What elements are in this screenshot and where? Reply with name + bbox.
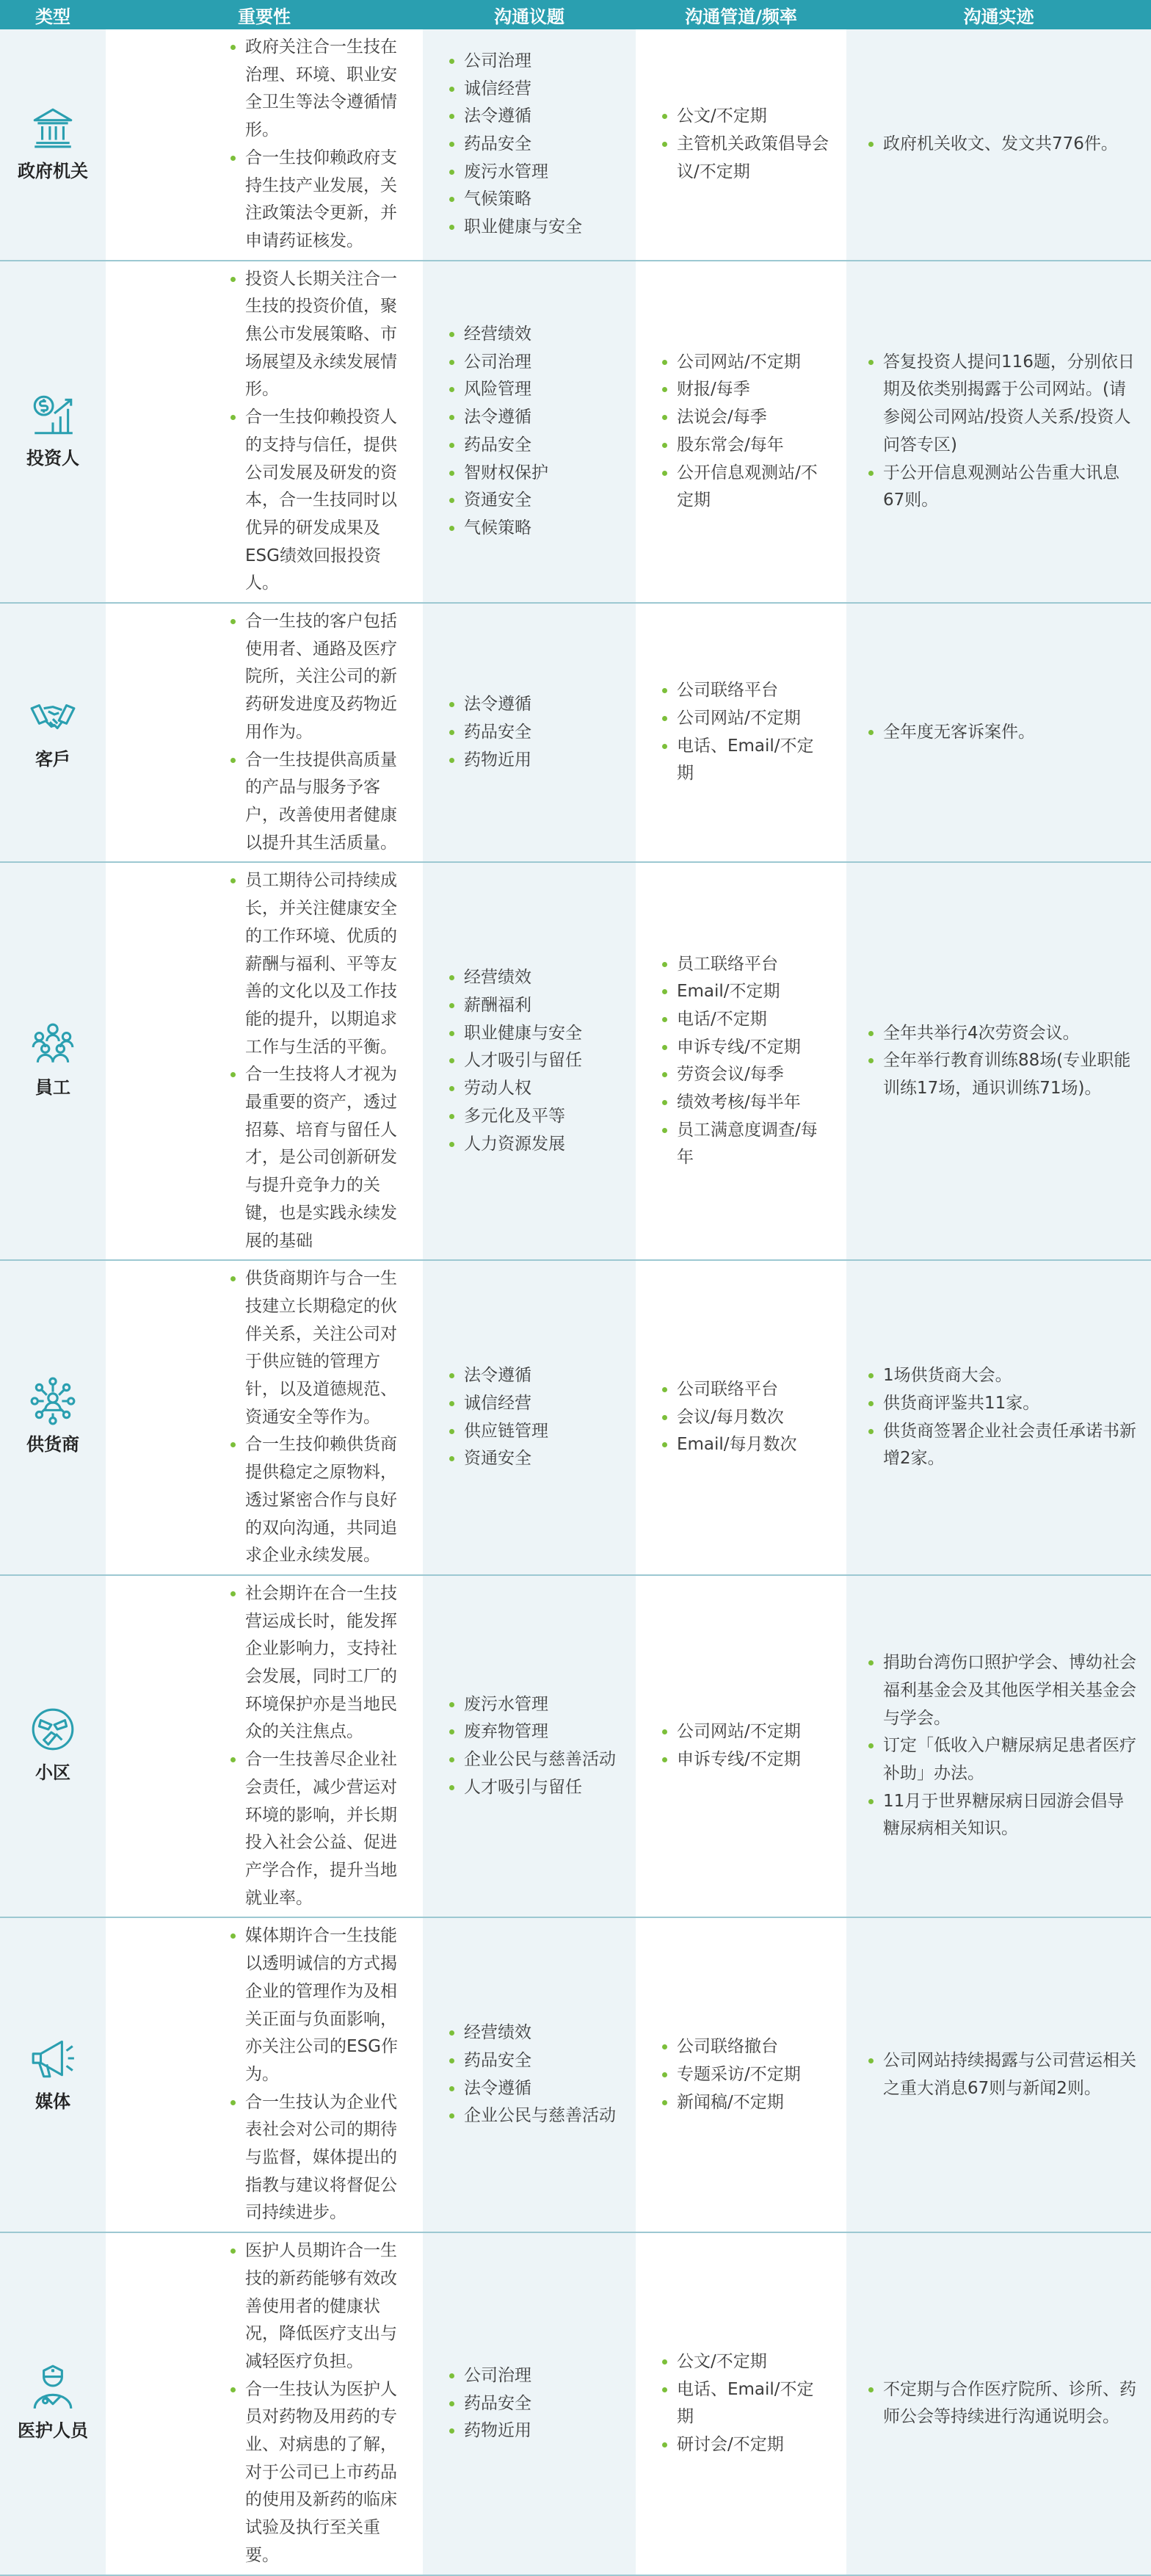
cell-type <box>0 1260 106 1575</box>
practice-list-item: 全年度无客诉案件。 <box>867 719 1141 747</box>
table-header-row <box>0 0 1151 29</box>
importance-list <box>106 1918 423 2232</box>
topics-list-item: 资通安全 <box>448 487 620 515</box>
topics-list <box>423 1358 636 1477</box>
header-importance: 重要性 <box>106 0 423 29</box>
cell-practice <box>846 862 1151 1260</box>
cell-topics <box>423 862 636 1260</box>
topics-list-item: 公司治理 <box>448 2362 620 2390</box>
importance-list-item: 合一生技仰赖供货商提供稳定之原物料，透过紧密合作与良好的双向沟通，共同追求企业永续发展。 <box>229 1431 411 1570</box>
topics-list <box>423 687 636 778</box>
topics-list-item: 法令遵循 <box>448 404 620 432</box>
topics-list-item: 法令遵循 <box>448 1362 620 1390</box>
practice-list-item: 供货商评鉴共11家。 <box>867 1390 1141 1418</box>
channels-list-item: Email/不定期 <box>661 978 830 1006</box>
topics-list <box>423 1687 636 1806</box>
topics-list-item: 公司治理 <box>448 349 620 377</box>
channels-list-item: Email/每月数次 <box>661 1431 830 1459</box>
topics-list-item: 企业公民与慈善活动 <box>448 2102 620 2130</box>
channels-list-item: 员工满意度调查/每年 <box>661 1117 830 1172</box>
table-row <box>0 261 1151 603</box>
cell-topics <box>423 29 636 261</box>
doctor-icon <box>29 2363 77 2412</box>
importance-list-item: 合一生技认为企业代表社会对公司的期待与监督，媒体提出的指教与建议将督促公司持续进步。 <box>229 2089 411 2228</box>
practice-list-item: 供货商签署企业社会责任承诺书新增2家。 <box>867 1418 1141 1473</box>
channels-list-item: 专题采访/不定期 <box>661 2061 830 2089</box>
channels-list-item: 法说会/每季 <box>661 404 830 432</box>
topics-list-item: 法令遵循 <box>448 103 620 131</box>
importance-list <box>106 29 423 260</box>
topics-list-item: 职业健康与安全 <box>448 214 620 242</box>
table-row <box>0 862 1151 1260</box>
topics-list <box>423 2358 636 2450</box>
practice-list <box>846 126 1151 163</box>
cell-type <box>0 1917 106 2232</box>
topics-list-item: 人才吸引与留任 <box>448 1774 620 1802</box>
cell-channels <box>636 1575 846 1917</box>
topics-list-item: 法令遵循 <box>448 2075 620 2103</box>
practice-list-item: 政府机关收文、发文共776件。 <box>867 131 1141 159</box>
practice-list <box>846 1645 1151 1848</box>
cell-topics <box>423 261 636 603</box>
channels-list-item: 公司联络撤台 <box>661 2033 830 2061</box>
importance-list <box>106 604 423 861</box>
cell-topics <box>423 1260 636 1575</box>
channels-list <box>636 1714 846 1778</box>
topics-list-item: 多元化及平等 <box>448 1103 620 1131</box>
channels-list-item: 公开信息观测站/不定期 <box>661 460 830 515</box>
cell-importance <box>106 261 423 603</box>
employees-group-icon <box>29 1020 77 1068</box>
channels-list-item: 电话、Email/不定期 <box>661 733 830 788</box>
cell-type <box>0 1575 106 1917</box>
topics-list <box>423 43 636 246</box>
channels-list <box>636 673 846 792</box>
channels-list-item: 公司网站/不定期 <box>661 349 830 377</box>
channels-list-item: 财报/每季 <box>661 376 830 404</box>
channels-list-item: 申诉专线/不定期 <box>661 1034 830 1062</box>
practice-list <box>846 2043 1151 2107</box>
practice-list-item: 公司网站持续揭露与公司营运相关之重大消息67则与新闻2则。 <box>867 2047 1141 2102</box>
channels-list-item: 新闻稿/不定期 <box>661 2089 830 2117</box>
practice-list-item: 11月于世界糖尿病日园游会倡导糖尿病相关知识。 <box>867 1788 1141 1843</box>
topics-list-item: 药品安全 <box>448 719 620 747</box>
channels-list <box>636 2344 846 2464</box>
channels-list-item: 电话、Email/不定期 <box>661 2376 830 2431</box>
topics-list-item: 废污水管理 <box>448 159 620 187</box>
practice-list-item: 答复投资人提问116题，分别依日期及依类别揭露于公司网站。(请参阅公司网站/投资人关系/投资人问答专区) <box>867 349 1141 460</box>
importance-list-item: 合一生技认为医护人员对药物及用药的专业、对病患的了解，对于公司已上市药品的使用及新药的临床试验及执行至关重要。 <box>229 2376 411 2570</box>
cell-practice <box>846 603 1151 862</box>
channels-list-item: 研讨会/不定期 <box>661 2431 830 2459</box>
table-row <box>0 1260 1151 1575</box>
cell-importance <box>106 1917 423 2232</box>
topics-list-item: 药品安全 <box>448 432 620 460</box>
topics-list-item: 诚信经营 <box>448 76 620 104</box>
practice-list-item: 订定「低收入户糖尿病足患者医疗补助」办法。 <box>867 1732 1141 1787</box>
stakeholder-name: 医护人员 <box>18 2420 88 2441</box>
practice-list-item: 不定期与合作医疗院所、诊所、药师公会等持续进行沟通说明会。 <box>867 2376 1141 2431</box>
megaphone-icon <box>29 2034 77 2083</box>
practice-list <box>846 344 1151 519</box>
channels-list <box>636 947 846 1177</box>
practice-list <box>846 714 1151 751</box>
table-row <box>0 2232 1151 2575</box>
practice-list-item: 全年共举行4次劳资会议。 <box>867 1020 1141 1048</box>
practice-list-item: 于公开信息观测站公告重大讯息67则。 <box>867 460 1141 515</box>
topics-list-item: 药物近用 <box>448 747 620 775</box>
cell-practice <box>846 1917 1151 2232</box>
header-channels: 沟通管道/频率 <box>636 0 846 29</box>
cell-channels <box>636 862 846 1260</box>
header-practice: 沟通实迹 <box>846 0 1151 29</box>
header-topics: 沟通议题 <box>423 0 636 29</box>
stakeholder-name: 客戶 <box>35 748 70 770</box>
topics-list-item: 废弃物管理 <box>448 1718 620 1746</box>
community-hands-icon <box>29 1705 77 1754</box>
cell-practice <box>846 1260 1151 1575</box>
importance-list <box>106 1576 423 1917</box>
importance-list <box>106 261 423 602</box>
table-row <box>0 1917 1151 2232</box>
channels-list-item: 电话/不定期 <box>661 1006 830 1034</box>
topics-list-item: 诚信经营 <box>448 1390 620 1418</box>
stakeholder-name: 員工 <box>35 1077 70 1099</box>
topics-list-item: 气候策略 <box>448 186 620 214</box>
supplier-network-icon <box>29 1377 77 1425</box>
importance-list-item: 合一生技的客户包括使用者、通路及医疗院所，关注公司的新药研发进度及药物近用作为。 <box>229 608 411 747</box>
table-row <box>0 1575 1151 1917</box>
importance-list-item: 媒体期许合一生技能以透明诚信的方式揭企业的管理作为及相关正面与负面影响，亦关注公司的ESG作为。 <box>229 1922 411 2088</box>
cell-channels <box>636 1917 846 2232</box>
channels-list-item: 绩效考核/每半年 <box>661 1089 830 1117</box>
cell-importance <box>106 1575 423 1917</box>
topics-list-item: 人力资源发展 <box>448 1131 620 1159</box>
channels-list-item: 公司联络平台 <box>661 1376 830 1404</box>
importance-list-item: 社会期许在合一生技营运成长时，能发挥企业影响力，支持社会发展，同时工厂的环境保护亦是当地民众的关注焦点。 <box>229 1580 411 1746</box>
topics-list-item: 法令遵循 <box>448 691 620 719</box>
cell-type <box>0 603 106 862</box>
table-row <box>0 29 1151 261</box>
cell-type <box>0 2232 106 2575</box>
cell-topics <box>423 1917 636 2232</box>
topics-list-item: 废污水管理 <box>448 1691 620 1719</box>
channels-list-item: 公文/不定期 <box>661 2348 830 2376</box>
topics-list-item: 气候策略 <box>448 515 620 543</box>
channels-list-item: 公司网站/不定期 <box>661 705 830 733</box>
cell-practice <box>846 1575 1151 1917</box>
topics-list-item: 经营绩效 <box>448 964 620 992</box>
importance-list-item: 员工期待公司持续成长，并关注健康安全的工作环境、优质的薪酬与福利、平等友善的文化以及工作技能的提升，以期追求工作与生活的平衡。 <box>229 867 411 1061</box>
practice-list <box>846 1358 1151 1477</box>
topics-list-item: 经营绩效 <box>448 321 620 349</box>
header-type: 类型 <box>0 0 106 29</box>
channels-list <box>636 1372 846 1464</box>
cell-importance <box>106 1260 423 1575</box>
table-body <box>0 29 1151 2575</box>
importance-list <box>106 2233 423 2574</box>
stakeholder-name: 投资人 <box>26 447 79 468</box>
channels-list <box>636 98 846 190</box>
practice-list <box>846 2372 1151 2436</box>
importance-list-item: 合一生技善尽企业社会责任，减少营运对环境的影响，并长期投入社会公益、促进产学合作，提升当地就业率。 <box>229 1746 411 1912</box>
topics-list-item: 药品安全 <box>448 2390 620 2418</box>
stakeholder-name: 供货商 <box>26 1433 79 1455</box>
channels-list-item: 会议/每月数次 <box>661 1404 830 1432</box>
topics-list-item: 薪酬福利 <box>448 992 620 1020</box>
topics-list-item: 公司治理 <box>448 48 620 76</box>
investor-chart-icon <box>29 391 77 439</box>
cell-type <box>0 862 106 1260</box>
channels-list <box>636 344 846 519</box>
cell-channels <box>636 29 846 261</box>
cell-practice <box>846 2232 1151 2575</box>
channels-list-item: 劳资会议/每季 <box>661 1061 830 1089</box>
importance-list-item: 合一生技仰赖投资人的支持与信任，提供公司发展及研发的资本，合一生技同时以优异的研发成果及ESG绩效回报投资人。 <box>229 404 411 598</box>
topics-list <box>423 960 636 1162</box>
importance-list <box>106 863 423 1259</box>
importance-list-item: 合一生技仰赖政府支持生技产业发展，关注政策法令更新，并申请药证核发。 <box>229 145 411 256</box>
channels-list-item: 股东常会/每年 <box>661 432 830 460</box>
topics-list-item: 职业健康与安全 <box>448 1020 620 1048</box>
importance-list-item: 医护人员期许合一生技的新药能够有效改善使用者的健康状况，降低医疗支出与减轻医疗负担。 <box>229 2237 411 2376</box>
cell-channels <box>636 2232 846 2575</box>
importance-list-item: 供货商期许与合一生技建立长期稳定的伙伴关系，关注公司对于供应链的管理方针，以及道德规范、资通安全等作为。 <box>229 1265 411 1431</box>
importance-list-item: 政府关注合一生技在治理、环境、职业安全卫生等法令遵循情形。 <box>229 34 411 145</box>
topics-list-item: 药品安全 <box>448 2047 620 2075</box>
practice-list-item: 1场供货商大会。 <box>867 1362 1141 1390</box>
government-building-icon <box>29 104 77 152</box>
cell-importance <box>106 2232 423 2575</box>
channels-list-item: 公司网站/不定期 <box>661 1718 830 1746</box>
cell-channels <box>636 603 846 862</box>
importance-list-item: 投资人长期关注合一生技的投资价值，聚焦公市发展策略、市场展望及永续发展情形。 <box>229 266 411 405</box>
topics-list <box>423 316 636 547</box>
topics-list <box>423 2015 636 2135</box>
cell-practice <box>846 29 1151 261</box>
channels-list-item: 公司联络平台 <box>661 677 830 705</box>
practice-list-item: 捐助台湾伤口照护学会、博幼社会福利基金会及其他医学相关基金会与学会。 <box>867 1649 1141 1732</box>
topics-list-item: 智财权保护 <box>448 460 620 488</box>
channels-list-item: 员工联络平台 <box>661 951 830 979</box>
topics-list-item: 药物近用 <box>448 2417 620 2445</box>
topics-list-item: 企业公民与慈善活动 <box>448 1746 620 1774</box>
cell-type <box>0 29 106 261</box>
cell-importance <box>106 29 423 261</box>
channels-list <box>636 2029 846 2121</box>
cell-importance <box>106 862 423 1260</box>
topics-list-item: 人才吸引与留任 <box>448 1047 620 1075</box>
table-row <box>0 603 1151 862</box>
stakeholder-name: 小区 <box>35 1762 70 1784</box>
cell-practice <box>846 261 1151 603</box>
cell-channels <box>636 261 846 603</box>
stakeholder-name: 政府机关 <box>18 160 88 181</box>
cell-importance <box>106 603 423 862</box>
cell-channels <box>636 1260 846 1575</box>
importance-list <box>106 1261 423 1574</box>
cell-topics <box>423 1575 636 1917</box>
topics-list-item: 风险管理 <box>448 376 620 404</box>
importance-list-item: 合一生技将人才视为最重要的资产，透过招募、培育与留任人才，是公司创新研发与提升竞争力的关键，也是实践永续发展的基础 <box>229 1061 411 1255</box>
cell-topics <box>423 603 636 862</box>
stakeholder-name: 媒体 <box>35 2091 70 2112</box>
practice-list-item: 全年举行教育训练88场(专业职能训练17场，通识训练71场)。 <box>867 1047 1141 1102</box>
importance-list-item: 合一生技提供高质量的产品与服务予客户，改善使用者健康以提升其生活质量。 <box>229 747 411 858</box>
cell-type <box>0 261 106 603</box>
topics-list-item: 药品安全 <box>448 131 620 159</box>
channels-list-item: 公文/不定期 <box>661 103 830 131</box>
handshake-icon <box>29 692 77 740</box>
topics-list-item: 供应链管理 <box>448 1418 620 1446</box>
topics-list-item: 劳动人权 <box>448 1075 620 1103</box>
channels-list-item: 申诉专线/不定期 <box>661 1746 830 1774</box>
topics-list-item: 经营绩效 <box>448 2019 620 2047</box>
cell-topics <box>423 2232 636 2575</box>
practice-list <box>846 1016 1151 1107</box>
topics-list-item: 资通安全 <box>448 1445 620 1473</box>
channels-list-item: 主管机关政策倡导会议/不定期 <box>661 131 830 186</box>
